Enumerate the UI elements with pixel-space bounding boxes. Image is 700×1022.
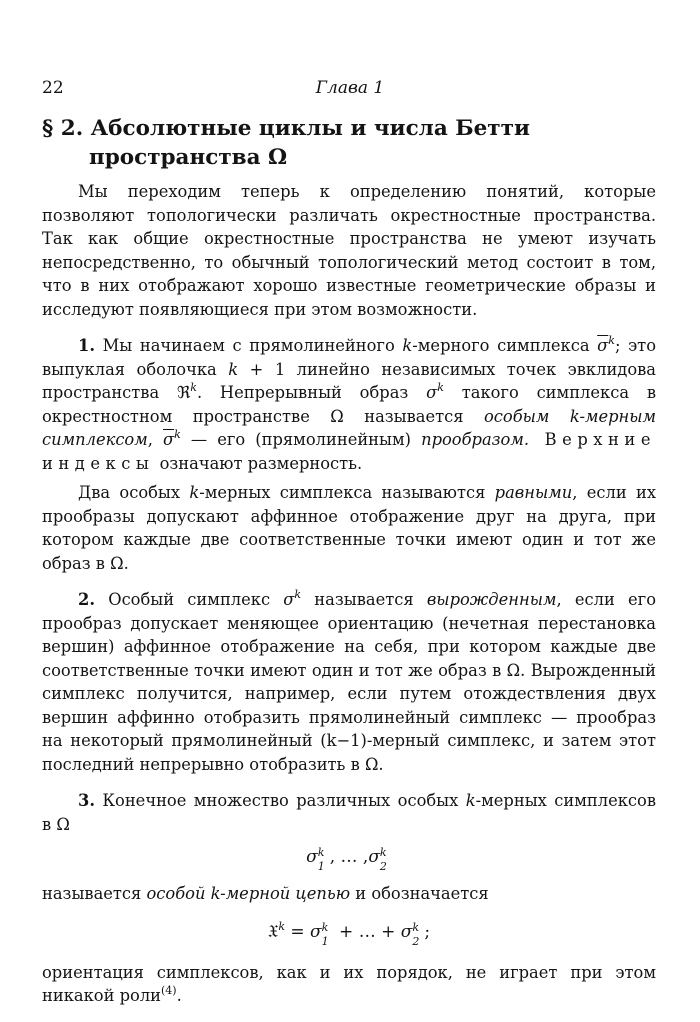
math-sub-2: 2: [412, 935, 420, 948]
math-k: k: [228, 359, 239, 379]
running-title: Глава 1: [315, 78, 385, 98]
math-dots: , … ,: [329, 847, 369, 867]
math-sup-k: k: [294, 588, 302, 601]
text-run: , если его прообраз допускает меняющее ориентацию (нечетная перестановка вершин) аффинное отображение на себя, при котором каждые две соответственные точки имеют один и тот же образ в Ω. Вырожденный симплекс получится, например, если путем отождествления двух вершин аффинно отобразить прямолинейный симплекс — прообраз на некоторый прямолинейный (k−1)-мерный симплекс, и затем этот последний непрерывно отобразить в Ω.: [42, 590, 656, 774]
term-equal: равными: [494, 483, 573, 502]
term-singular-simplex: особым k-мерным симплексом: [42, 406, 656, 449]
math-equals: =: [284, 922, 311, 942]
footnote-ref[interactable]: (4): [161, 984, 177, 997]
math-supsub: [379, 846, 392, 873]
math-sup-k: k: [174, 428, 181, 441]
text-run: ,: [147, 430, 163, 449]
text-run: называется: [42, 883, 147, 903]
text-run: — его (прямолинейным): [180, 430, 422, 449]
text-run: Мы начинаем с прямолинейного: [95, 336, 403, 355]
spaced-emphasis: Верхние индексы: [42, 430, 656, 473]
math-sigma: σ: [368, 847, 380, 867]
text-run: Конечное множество различных особых: [95, 791, 466, 810]
text-run: ; это выпуклая оболочка: [42, 336, 656, 379]
term-preimage: прообразом.: [421, 430, 530, 449]
math-sup-k: k: [317, 846, 325, 859]
paragraph-3-cont: [42, 882, 656, 906]
body-text: [42, 180, 656, 1008]
formula-simplex-list: [42, 846, 656, 873]
math-sub-1: 1: [321, 935, 329, 948]
math-semicolon: ;: [424, 922, 431, 942]
section-title-line1: § 2. Абсолютные циклы и числа Бетти: [42, 116, 530, 141]
math-sub-1: 1: [317, 860, 325, 873]
math-frak-X: 𝔛: [267, 922, 279, 942]
text-run: Особый симплекс: [95, 590, 284, 609]
text-run: означают размерность.: [154, 453, 363, 473]
math-sup-k: k: [190, 381, 197, 394]
running-header: [42, 78, 658, 102]
text-run: , если их прообразы допускают аффинное отображение друг на друга, при котором каждые две соответственные точки имеют один и тот же образ в Ω.: [42, 483, 656, 573]
text-run: . Непрерывный образ: [196, 383, 427, 402]
text-run: -мерных симплексов в Ω: [42, 791, 656, 834]
text-run: ориентация симплексов, как и их порядок, не играет при этом никакой роли: [42, 962, 656, 1005]
math-frak-R: ℜ: [177, 383, 191, 402]
math-sigma-bar: $\overline{\sigma}$: [597, 336, 609, 355]
text-run: и обозначается: [350, 883, 489, 903]
math-sup-k: k: [321, 921, 329, 934]
math-k: k: [465, 791, 476, 810]
paragraph-2: [42, 588, 656, 776]
item-number: 1.: [78, 336, 95, 355]
math-k: k: [402, 336, 413, 355]
math-sup-k: k: [437, 381, 444, 394]
formula-chain: [42, 920, 656, 948]
page-number: 22: [42, 78, 64, 98]
text-run: -мерного симплекса: [412, 336, 598, 355]
paragraph-intro: Мы переходим теперь к определению понятий, которые позволяют топологически различать окрестностные пространства. Так как общие окрестностные пространства не умеют изучать непосредственно, то обычный топологический метод состоит в том, что в них отображают хорошо известные геометрические образы и исследуют появляющиеся при этом возможности.: [42, 182, 656, 319]
math-sigma: σ: [283, 590, 295, 609]
term-degenerate: вырожденным: [426, 590, 557, 609]
math-plus-dots: + … +: [333, 922, 401, 942]
math-sigma-bar: $\overline{\sigma}$: [163, 430, 175, 449]
math-sigma: σ: [400, 922, 413, 942]
math-sup-k: k: [608, 334, 615, 347]
math-sup-k: k: [278, 920, 285, 933]
math-sub-2: 2: [379, 860, 387, 873]
text-run: называется: [301, 590, 427, 609]
text-run: + 1 линейно независимых точек эвклидова пространства: [42, 359, 657, 402]
math-supsub: [317, 846, 330, 873]
paragraph-3: [42, 789, 656, 836]
text-run: -мерных симплекса называются: [199, 483, 495, 502]
math-sup-k: k: [412, 921, 420, 934]
paragraph-1b: [42, 481, 656, 575]
math-sigma: σ: [310, 922, 322, 942]
math-sigma: σ: [426, 383, 438, 402]
math-supsub: [321, 921, 334, 948]
paragraph-1: [42, 334, 656, 475]
paragraph-3-end: [42, 961, 656, 1008]
text-run: Два особых: [78, 483, 190, 502]
math-k: k: [189, 483, 200, 502]
term-singular-chain: особой k-мерной цепью: [146, 883, 351, 903]
item-number: 3.: [78, 791, 95, 810]
text-run: .: [176, 986, 182, 1005]
section-title: [42, 114, 642, 172]
item-number: 2.: [78, 590, 95, 609]
math-sigma: σ: [306, 847, 318, 867]
section-title-line2: пространства Ω: [89, 145, 288, 170]
math-supsub: [412, 921, 424, 948]
text-run: такого симплекса в окрестностном пространстве Ω называется: [42, 383, 657, 426]
math-sup-k: k: [379, 846, 387, 859]
